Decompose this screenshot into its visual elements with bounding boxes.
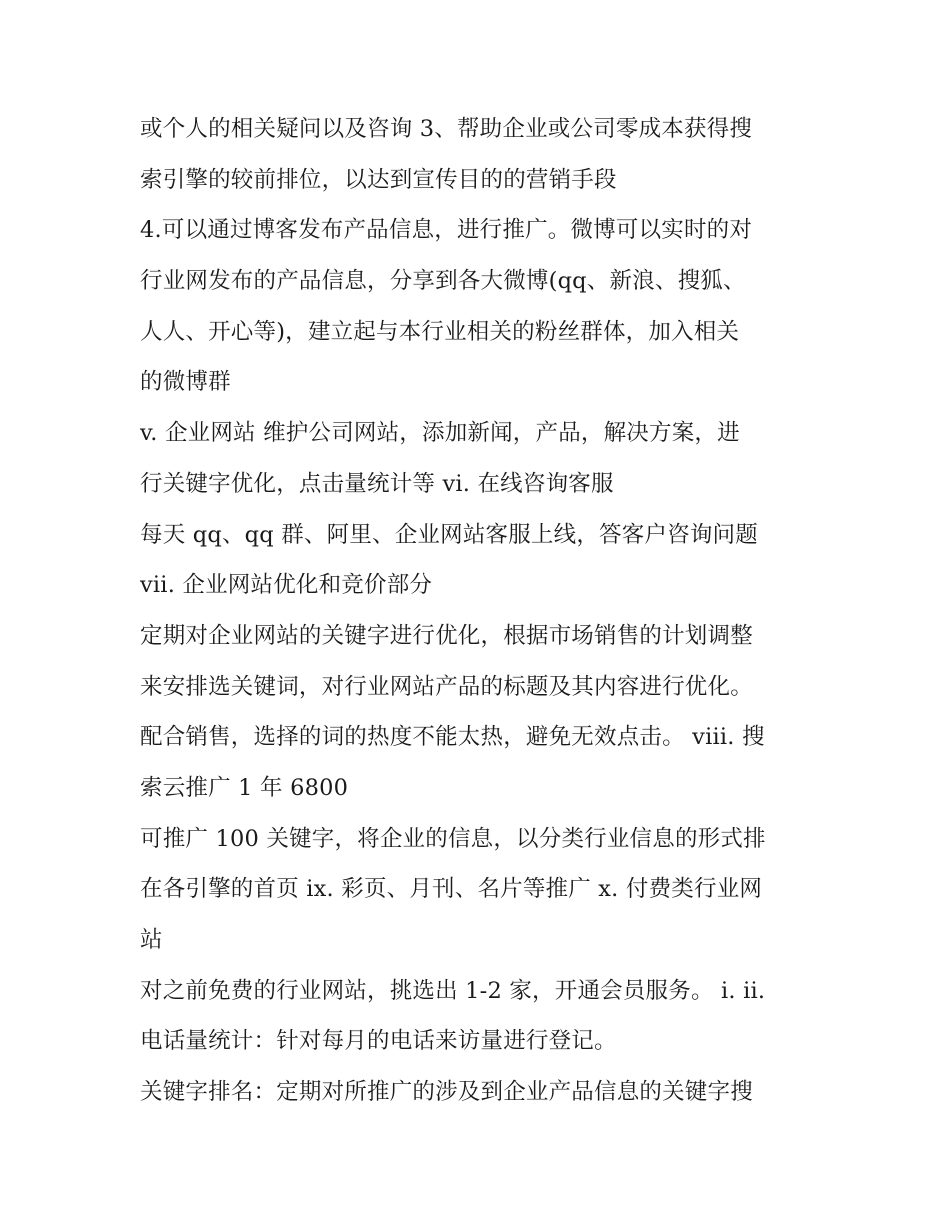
text-line: 人人、开心等)，建立起与本行业相关的粉丝群体，加入相关 [140, 318, 740, 345]
text-line: 关键字排名：定期对所推广的涉及到企业产品信息的关键字搜 [140, 1079, 753, 1106]
text-line: 在各引擎的首页 ix. 彩页、月刊、名片等推广 x. 付费类行业网 [140, 876, 763, 903]
text-line: 对之前免费的行业网站，挑选出 1-2 家，开通会员服务。 i. ii. [140, 977, 766, 1004]
text-line: 定期对企业网站的关键字进行优化，根据市场销售的计划调整 [140, 622, 753, 649]
text-line: 每天 qq、qq 群、阿里、企业网站客服上线，答客户咨询问题 [140, 521, 758, 548]
text-line: 可推广 100 关键字，将企业的信息，以分类行业信息的形式排 [140, 825, 766, 852]
text-line: 4.可以通过博客发布产品信息，进行推广。微博可以实时的对 [140, 217, 753, 244]
text-line: 行业网发布的产品信息，分享到各大微博(qq、新浪、搜狐、 [140, 268, 746, 295]
text-line: vii. 企业网站优化和竞价部分 [140, 572, 433, 599]
text-line: v. 企业网站 维护公司网站，添加新闻，产品，解决方案，进 [140, 420, 740, 447]
text-line: 站 [140, 927, 163, 953]
text-line: 电话量统计：针对每月的电话来访量进行登记。 [140, 1028, 617, 1055]
document-body [140, 104, 830, 1118]
text-line: 行关键字优化，点击量统计等 vi. 在线咨询客服 [140, 470, 614, 497]
text-line: 或个人的相关疑问以及咨询 3、帮助企业或公司零成本获得搜 [140, 116, 753, 142]
text-line: 索云推广 1 年 6800 [140, 774, 349, 801]
text-line: 来安排选关键词，对行业网站产品的标题及其内容进行优化。 [140, 673, 753, 700]
text-line: 的微博群 [140, 369, 231, 396]
text-line: 配合销售，选择的词的热度不能太热，避免无效点击。 viii. 搜 [140, 724, 765, 751]
text-line: 索引擎的较前排位，以达到宣传目的的营销手段 [140, 166, 617, 193]
